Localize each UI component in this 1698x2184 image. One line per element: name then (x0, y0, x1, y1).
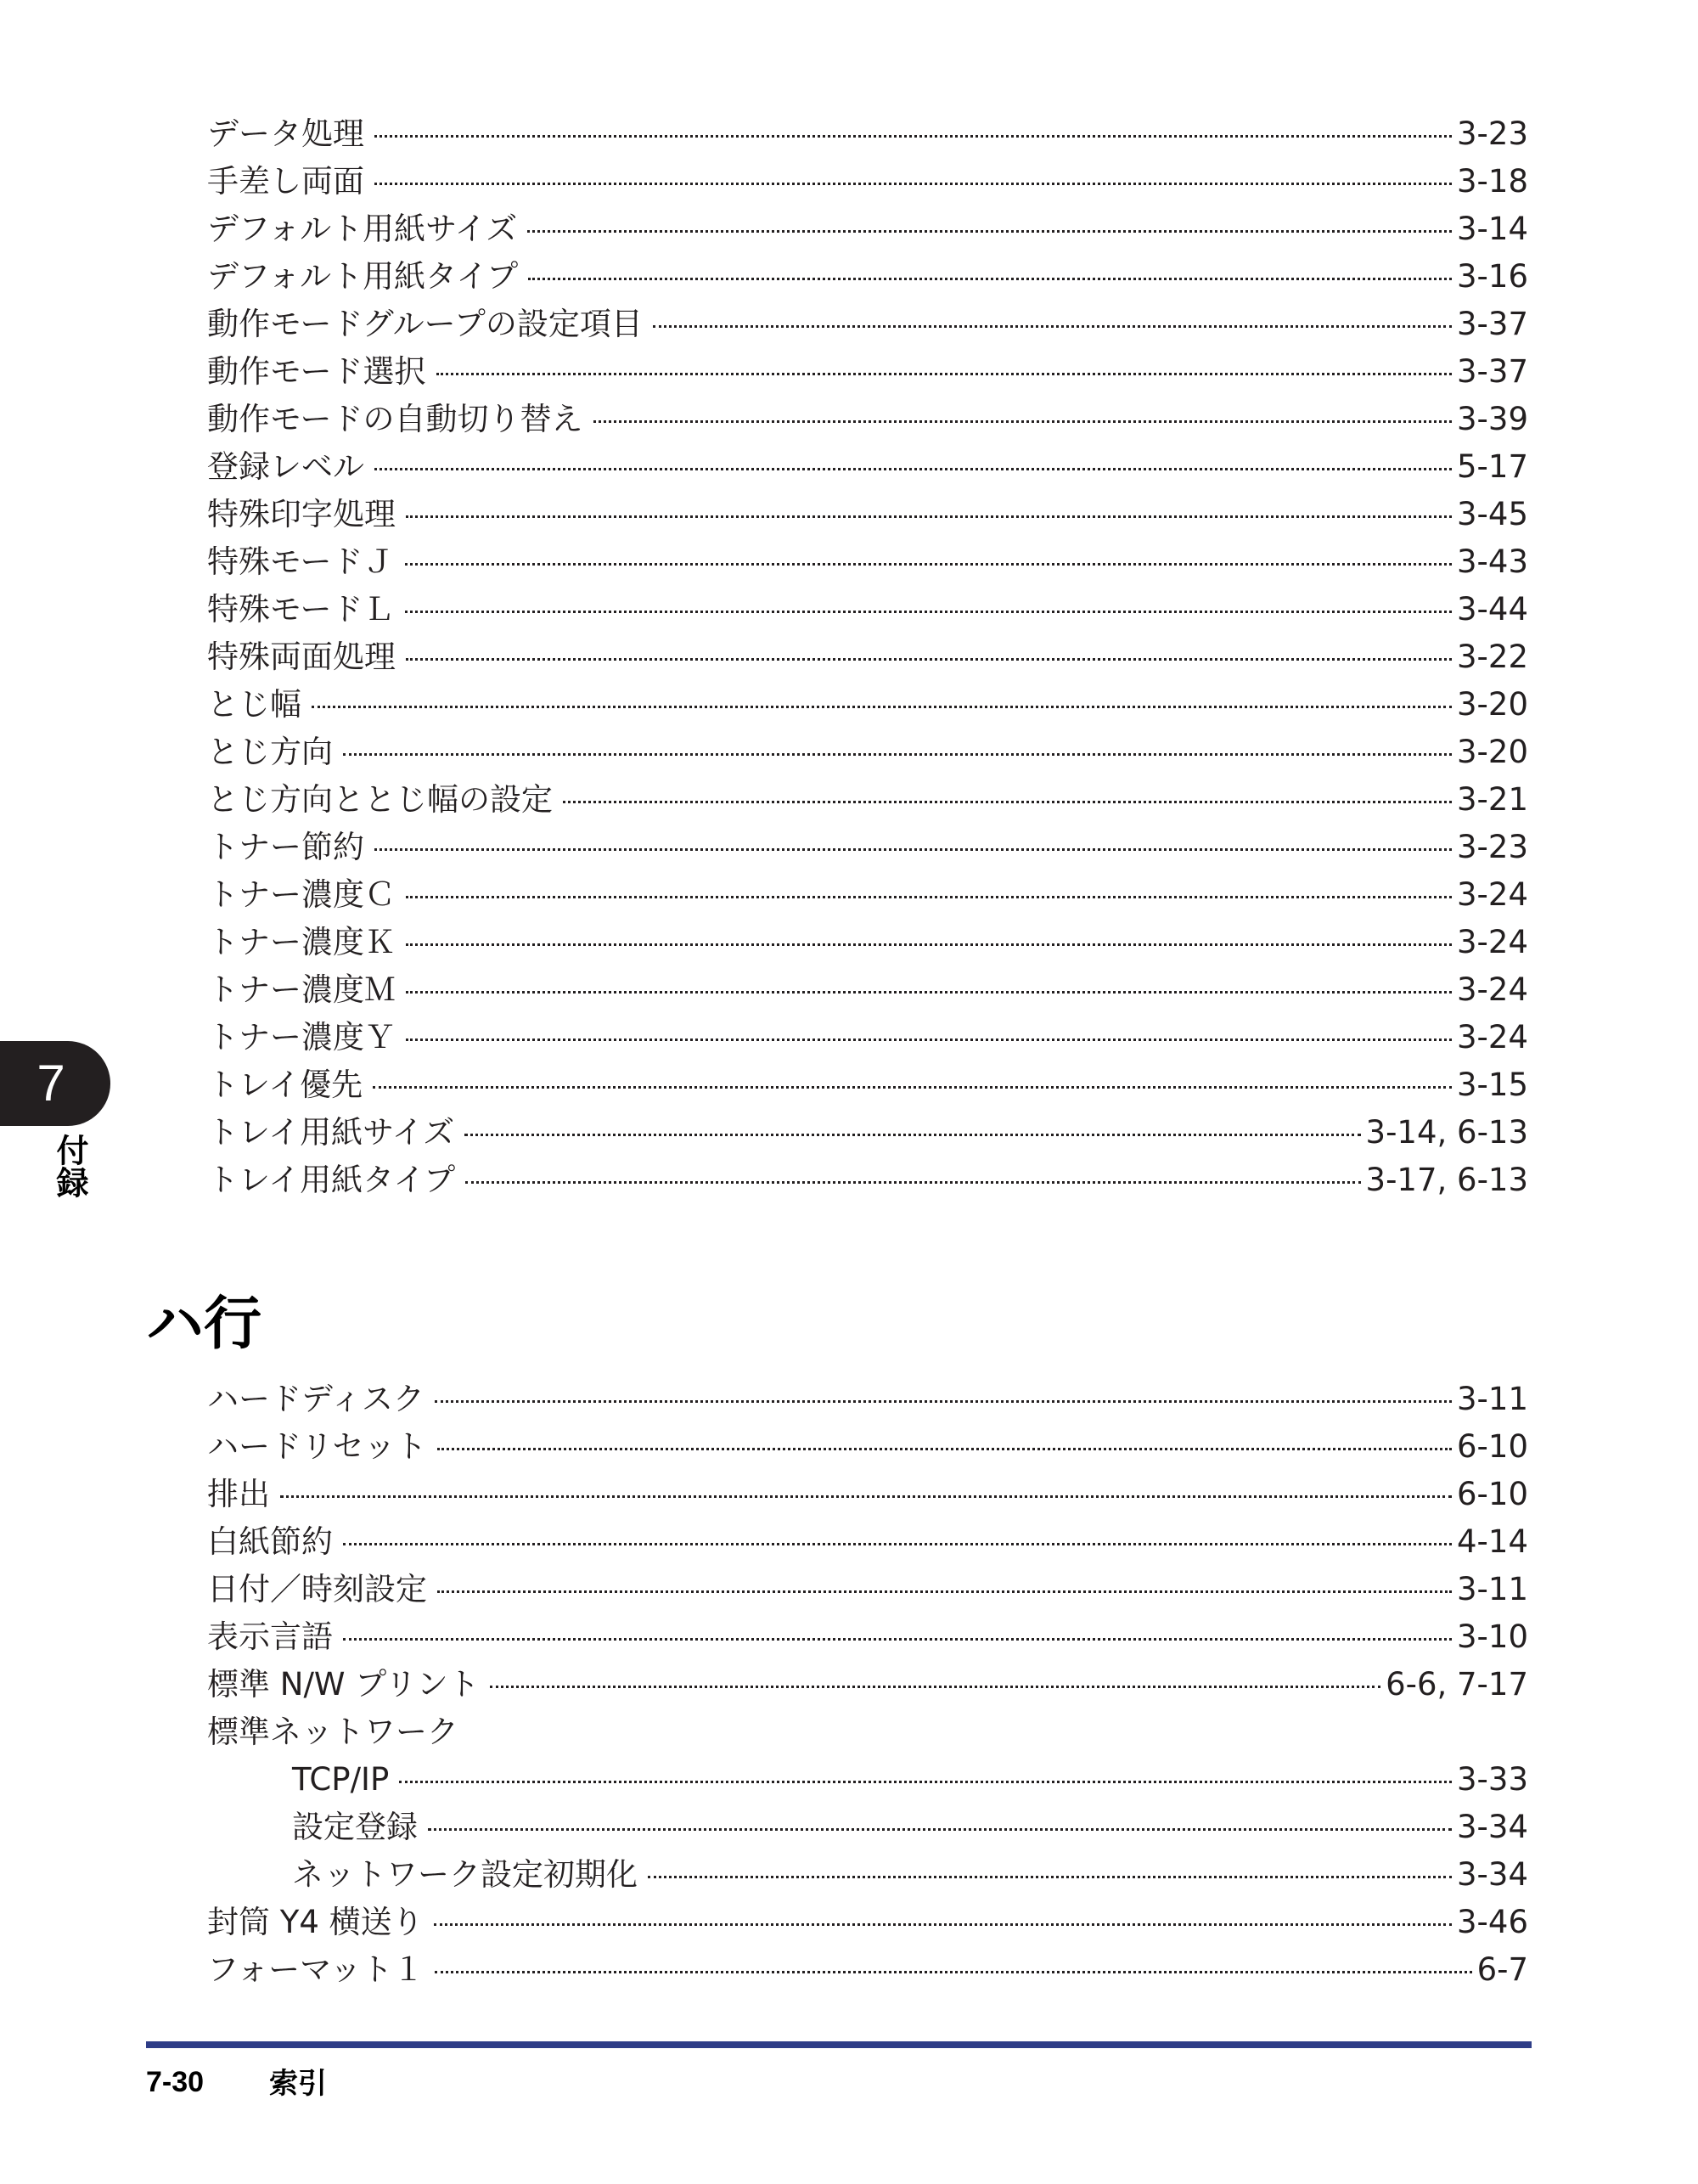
index-entry (207, 348, 1528, 396)
index-entry (207, 1376, 1528, 1423)
index-entry (207, 396, 1528, 443)
dot-leader (374, 848, 1452, 851)
index-page-ref: 3-14, 6-13 (1365, 1114, 1528, 1151)
index-entry (207, 538, 1528, 586)
index-term: ネットワーク設定初期化 (292, 1856, 638, 1893)
dot-leader (528, 278, 1452, 280)
index-page-ref: 3-33 (1457, 1761, 1528, 1798)
index-entry (207, 729, 1528, 776)
index-entry (207, 1661, 1528, 1708)
index-term: フォーマット１ (207, 1951, 424, 1988)
index-page-ref: 3-45 (1457, 496, 1528, 532)
index-term: 封筒 Y4 横送り (207, 1904, 424, 1940)
index-page-ref: 3-11 (1457, 1381, 1528, 1417)
dot-leader (406, 1039, 1452, 1041)
index-entry (207, 1899, 1528, 1946)
footer-page-number: 7-30 (146, 2066, 205, 2098)
index-entry (207, 824, 1528, 871)
dot-leader (374, 183, 1452, 185)
chapter-tab: 7 (0, 1041, 110, 1126)
index-term: データ処理 (207, 115, 364, 152)
index-term: トナー濃度Ｍ (207, 971, 396, 1008)
index-entry (207, 1061, 1528, 1109)
dot-leader (464, 1134, 1360, 1136)
chapter-label: 付録 (51, 1134, 88, 1198)
dot-leader (312, 706, 1452, 708)
index-page-ref: 3-24 (1457, 1019, 1528, 1055)
index-page-ref: 6-10 (1457, 1428, 1528, 1465)
index-page-ref: 3-37 (1457, 353, 1528, 390)
dot-leader (405, 611, 1452, 613)
index-term: トレイ用紙サイズ (207, 1114, 455, 1151)
dot-leader (343, 1543, 1452, 1545)
index-term: 標準ネットワーク (207, 1714, 458, 1750)
index-page-ref: 3-20 (1457, 734, 1528, 770)
dot-leader (406, 658, 1452, 661)
index-page-ref: 3-17, 6-13 (1365, 1162, 1528, 1198)
dot-leader (648, 1876, 1452, 1878)
dot-leader (434, 1923, 1452, 1926)
index-term: とじ幅 (207, 686, 301, 723)
dot-leader (653, 325, 1452, 328)
index-entry (207, 110, 1528, 158)
index-term: 表示言語 (207, 1618, 333, 1655)
index-page-ref: 3-44 (1457, 591, 1528, 628)
index-entry (207, 205, 1528, 253)
index-entry (207, 633, 1528, 681)
dot-leader (343, 753, 1452, 756)
index-term: 手差し両面 (207, 163, 364, 200)
index-page-ref: 3-18 (1457, 163, 1528, 200)
dot-leader (343, 1638, 1452, 1641)
dot-leader (280, 1495, 1452, 1498)
dot-leader (437, 1590, 1452, 1593)
index-entry (207, 491, 1528, 538)
index-page-ref: 3-15 (1457, 1067, 1528, 1103)
index-term: 排出 (207, 1476, 270, 1512)
index-entry (207, 301, 1528, 348)
index-page-ref: 3-22 (1457, 639, 1528, 675)
index-page-ref: 6-10 (1457, 1476, 1528, 1512)
dot-leader (374, 135, 1452, 138)
index-term: トナー節約 (207, 829, 364, 865)
index-page-ref: 3-16 (1457, 258, 1528, 295)
index-term: 動作モードグループの設定項目 (207, 306, 643, 342)
index-term: 特殊両面処理 (207, 639, 396, 675)
index-page-ref: 3-20 (1457, 686, 1528, 723)
index-entry (207, 1157, 1528, 1204)
index-page-ref: 3-11 (1457, 1571, 1528, 1607)
dot-leader (563, 801, 1452, 803)
index-term: トレイ優先 (207, 1067, 363, 1103)
index-term: トナー濃度Ｃ (207, 876, 396, 913)
index-term: 特殊モードＬ (207, 591, 395, 628)
index-term: とじ方向ととじ幅の設定 (207, 781, 553, 818)
index-entry (207, 966, 1528, 1014)
index-entry (207, 1423, 1528, 1471)
index-entry (207, 1471, 1528, 1518)
dot-leader (436, 373, 1452, 375)
index-term: ハードリセット (207, 1428, 427, 1465)
index-page-ref: 3-23 (1457, 829, 1528, 865)
index-term: 日付／時刻設定 (207, 1571, 427, 1607)
index-entry (207, 681, 1528, 729)
dot-leader (527, 230, 1452, 233)
index-term: デフォルト用紙サイズ (207, 211, 518, 247)
index-term: 設定登録 (292, 1809, 418, 1845)
index-page-ref: 3-34 (1457, 1809, 1528, 1845)
index-term: 動作モードの自動切り替え (207, 401, 583, 437)
index-page-ref: 3-39 (1457, 401, 1528, 437)
dot-leader (435, 1971, 1472, 1973)
index-term: トナー濃度Ｋ (207, 924, 396, 960)
index-page-ref: 3-14 (1457, 211, 1528, 247)
index-page-ref: 3-46 (1457, 1904, 1528, 1940)
index-page-ref: 3-24 (1457, 924, 1528, 960)
index-entry-group-header (207, 1708, 1528, 1756)
footer-section-title: 索引 (269, 2067, 327, 2101)
index-term: ハードディスク (207, 1381, 425, 1417)
dot-leader (406, 943, 1452, 946)
index-subentry (207, 1851, 1528, 1899)
index-page-ref: 6-7 (1476, 1951, 1528, 1988)
index-entry (207, 586, 1528, 633)
index-entry (207, 871, 1528, 919)
index-term: 白紙節約 (207, 1523, 333, 1560)
dot-leader (373, 1086, 1452, 1089)
dot-leader (435, 1400, 1452, 1403)
index-page-ref: 3-10 (1457, 1618, 1528, 1655)
dot-leader (405, 563, 1452, 566)
index-term: 特殊モードＪ (207, 543, 395, 580)
index-entry (207, 1109, 1528, 1157)
footer-rule (146, 2041, 1532, 2048)
index-list-ta-row (207, 110, 1528, 1204)
index-term: トレイ用紙タイプ (207, 1162, 456, 1198)
index-term: TCP/IP (292, 1761, 390, 1798)
index-subentry (207, 1756, 1528, 1804)
index-entry (207, 1946, 1528, 1994)
index-entry (207, 158, 1528, 205)
dot-leader (490, 1686, 1380, 1688)
index-entry (207, 1014, 1528, 1061)
index-page-ref: 3-34 (1457, 1856, 1528, 1893)
index-term: 標準 N/W プリント (207, 1666, 480, 1703)
dot-leader (374, 468, 1452, 470)
index-entry (207, 1518, 1528, 1566)
index-subentry (207, 1804, 1528, 1851)
index-page-ref: 3-43 (1457, 543, 1528, 580)
index-entry (207, 776, 1528, 824)
dot-leader (406, 515, 1452, 518)
index-page-ref: 3-24 (1457, 876, 1528, 913)
index-entry (207, 253, 1528, 301)
index-page-ref: 4-14 (1457, 1523, 1528, 1560)
dot-leader (593, 420, 1452, 423)
index-page-ref: 3-23 (1457, 115, 1528, 152)
dot-leader (465, 1181, 1360, 1184)
dot-leader (428, 1828, 1452, 1831)
index-page-ref: 3-21 (1457, 781, 1528, 818)
index-page-ref: 5-17 (1457, 448, 1528, 485)
index-page-ref: 3-24 (1457, 971, 1528, 1008)
index-term: デフォルト用紙タイプ (207, 258, 519, 295)
index-term: 特殊印字処理 (207, 496, 396, 532)
dot-leader (399, 1781, 1452, 1783)
dot-leader (437, 1448, 1452, 1450)
section-heading-ha-row: ハ行 (146, 1291, 262, 1358)
index-term: トナー濃度Ｙ (207, 1019, 396, 1055)
index-page-ref: 6-6, 7-17 (1386, 1666, 1528, 1703)
dot-leader (406, 991, 1452, 993)
index-page-ref: 3-37 (1457, 306, 1528, 342)
dot-leader (406, 896, 1452, 898)
index-entry (207, 1566, 1528, 1613)
index-entry (207, 443, 1528, 491)
index-entry (207, 1613, 1528, 1661)
index-term: 登録レベル (207, 448, 364, 485)
index-term: 動作モード選択 (207, 353, 426, 390)
index-entry (207, 919, 1528, 966)
index-list-ha-row (207, 1376, 1528, 1994)
index-term: とじ方向 (207, 734, 333, 770)
